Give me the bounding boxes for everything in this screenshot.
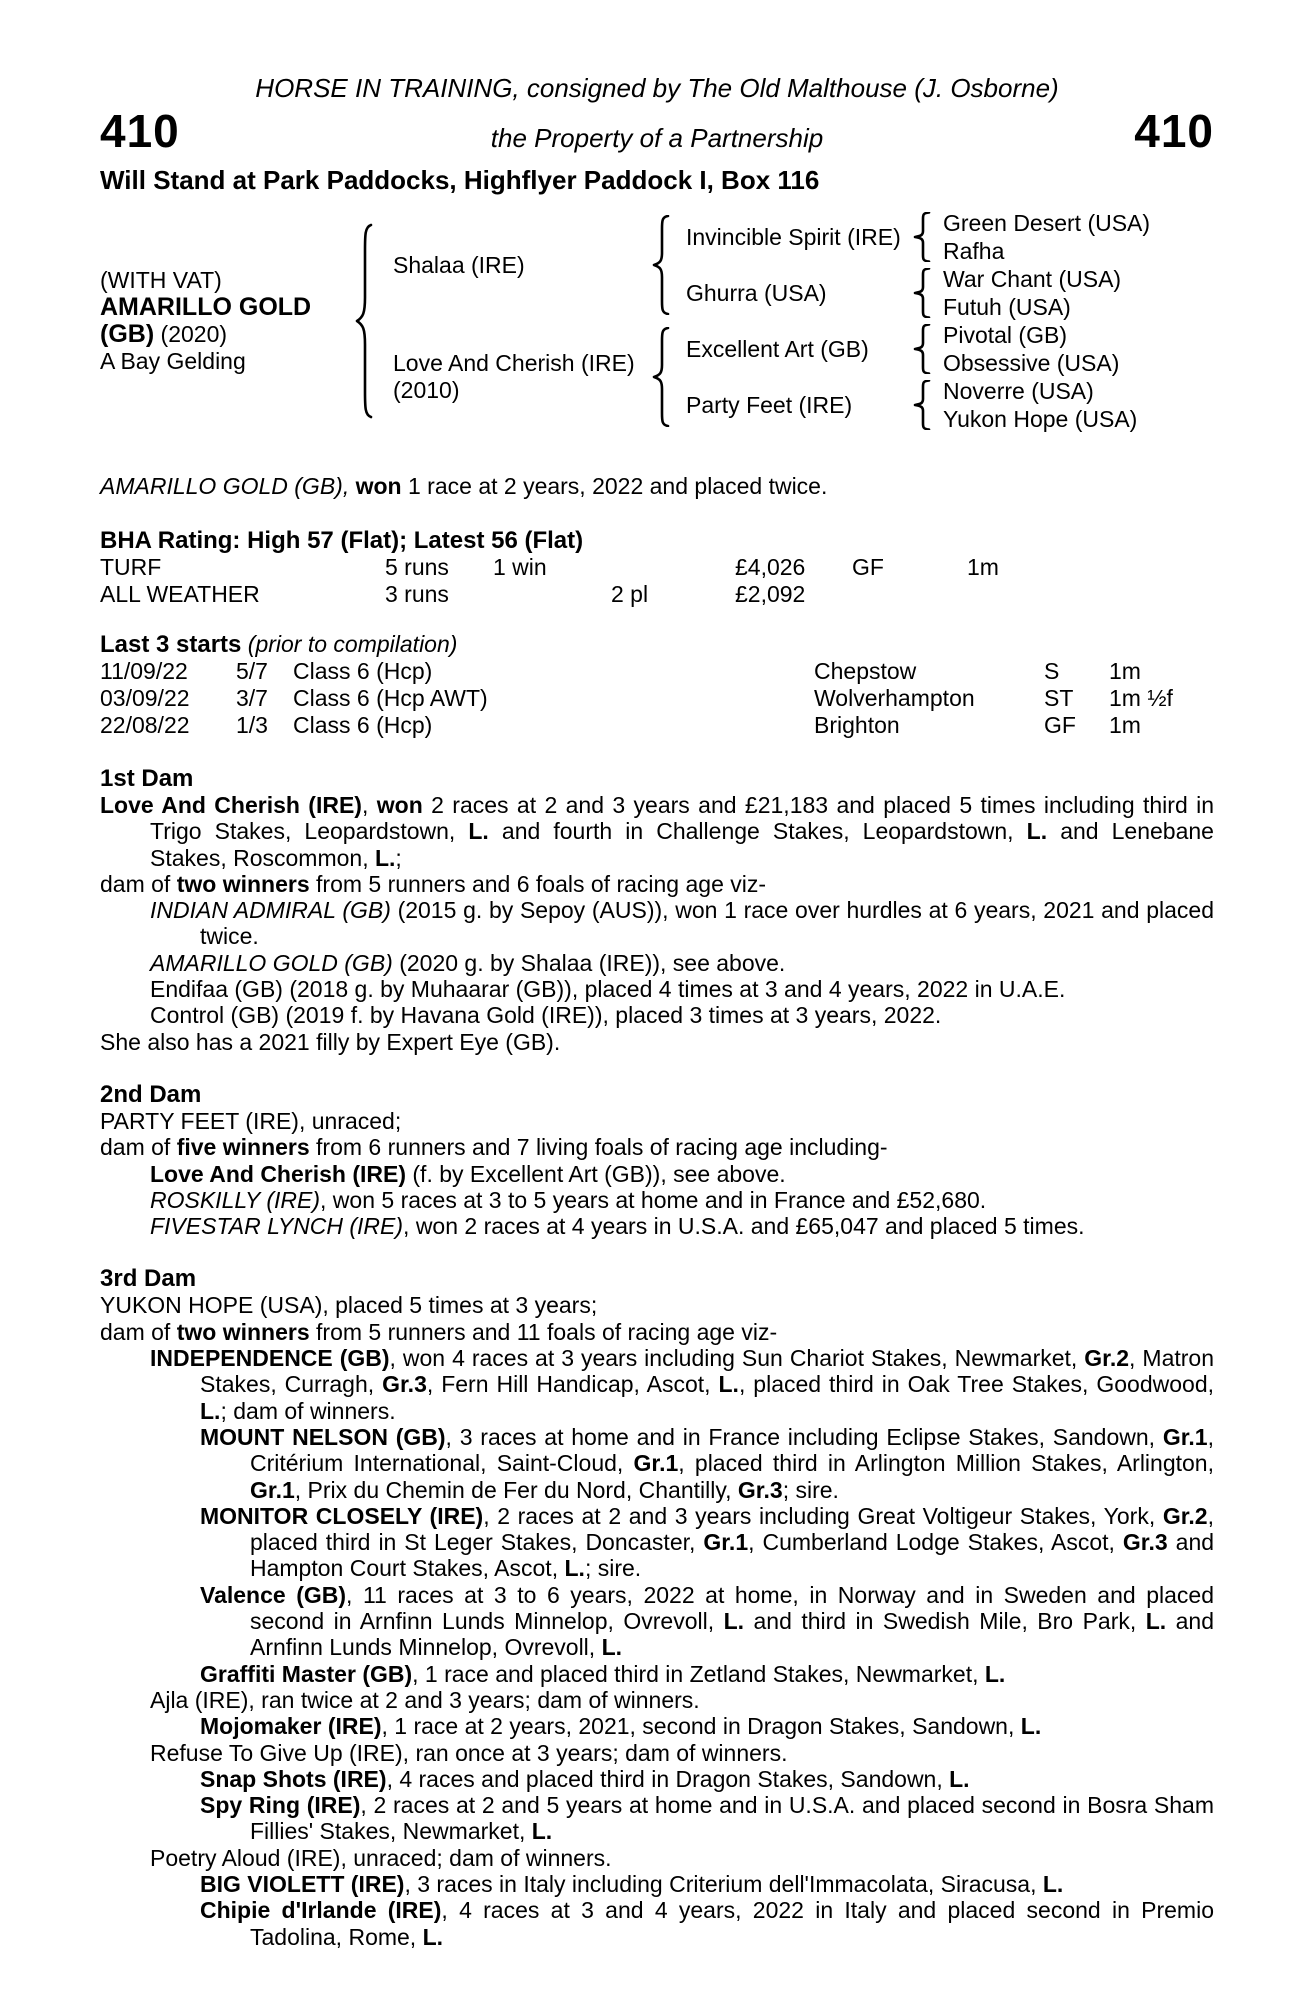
text-run: , Critérium International, Saint-Cloud,: [250, 1423, 1214, 1477]
start-date: 11/09/22: [100, 658, 188, 684]
text-run: (f. by Excellent Art (GB)), see above.: [406, 1160, 786, 1187]
stat-places: [611, 554, 735, 581]
last-starts-note: (prior to compilation): [247, 631, 458, 657]
text-run: , placed third in Oak Tree Stakes, Goodwood,: [738, 1371, 1215, 1398]
catalogue-paragraph: [100, 792, 1214, 871]
text-run: Valence (GB): [200, 1581, 347, 1608]
stand-location-line: Will Stand at Park Paddocks, Highflyer Paddock I, Box 116: [100, 165, 820, 195]
text-run: 1 race at 2 years, 2022 and placed twice.: [401, 473, 828, 499]
catalogue-paragraph: [100, 1845, 1214, 1871]
catalogue-paragraph: [100, 871, 1214, 897]
catalogue-paragraph: [100, 1029, 1214, 1055]
first-dam-section: [100, 765, 1214, 1055]
text-run: L.: [531, 1818, 553, 1845]
brace-icon: [354, 223, 374, 419]
gen4-name: Rafha: [943, 237, 1005, 264]
stat-places: 2 pl: [611, 581, 649, 607]
catalogue-paragraph: [100, 1740, 1214, 1766]
start-race: Class 6 (Hcp): [293, 712, 433, 738]
catalogue-paragraph: [100, 897, 1214, 950]
text-run: She also has a 2021 filly by Expert Eye (GB).: [100, 1028, 561, 1055]
dam-heading: 3rd Dam: [100, 1265, 197, 1293]
race-summary: [100, 473, 1214, 500]
text-run: FIVESTAR LYNCH (IRE): [150, 1213, 404, 1240]
subject-name: AMARILLO GOLD: [100, 293, 312, 321]
text-run: ; sire.: [782, 1476, 839, 1503]
stat-going: [852, 581, 967, 608]
stat-surface: ALL WEATHER: [100, 581, 260, 607]
catalogue-paragraph: [100, 1187, 1214, 1213]
dam-cell: [393, 321, 650, 433]
text-run: L.: [422, 1923, 444, 1950]
start-going: ST: [1044, 685, 1074, 711]
start-position: 3/7: [236, 685, 268, 711]
text-run: ,: [361, 792, 377, 818]
last-starts-title: [100, 631, 1214, 658]
stat-wins: 1 win: [493, 554, 547, 580]
start-going: S: [1044, 658, 1060, 684]
text-run: , Cumberland Lodge Stakes, Ascot,: [748, 1529, 1123, 1556]
last-starts-section: [100, 631, 1214, 739]
text-run: and third in Swedish Mile, Bro Park,: [744, 1608, 1146, 1635]
text-run: , 4 races and placed third in Dragon Stakes, Sandown,: [386, 1765, 950, 1792]
text-run: and Hampton Court Stakes, Ascot,: [250, 1529, 1215, 1582]
text-run: (2020 g. by Shalaa (IRE)), see above.: [392, 949, 786, 976]
catalogue-paragraph: [100, 950, 1214, 976]
stat-going: GF: [852, 554, 884, 580]
subject-description: A Bay Gelding: [100, 348, 246, 374]
text-run: , Fern Hill Handicap, Ascot,: [426, 1371, 719, 1398]
brace-icon: [912, 268, 932, 318]
dam-heading: 1st Dam: [100, 765, 194, 792]
catalogue-paragraph: [100, 1134, 1214, 1160]
stat-surface: TURF: [100, 554, 162, 580]
text-run: from 5 runners and 11 foals of racing age viz-: [309, 1318, 778, 1345]
text-run: , 4 races at 3 and 4 years, 2022 in Italy and placed second in Premio Tadolina, Rome,: [250, 1897, 1214, 1950]
text-run: and Arnfinn Lunds Minnelop, Ovrevoll,: [250, 1608, 1215, 1661]
gen4-name: Futuh (USA): [943, 293, 1071, 320]
stat-runs: 5 runs: [385, 554, 449, 580]
text-run: YUKON HOPE (USA), placed 5 times at 3 years;: [100, 1292, 598, 1319]
pedigree-subject: [100, 209, 353, 433]
text-run: Gr.1: [250, 1476, 295, 1503]
text-run: from 5 runners and 6 foals of racing age viz-: [309, 870, 767, 897]
text-run: AMARILLO GOLD (GB),: [100, 473, 356, 499]
start-date: 03/09/22: [100, 685, 190, 711]
catalogue-paragraph: [100, 1792, 1214, 1845]
gen4-name: War Chant (USA): [943, 265, 1122, 292]
brace-gen3: [911, 209, 933, 433]
text-run: Chipie d'Irlande (IRE): [200, 1897, 442, 1924]
gen4-name: Noverre (USA): [943, 377, 1094, 404]
text-run: L.: [718, 1371, 739, 1398]
text-run: ROSKILLY (IRE): [150, 1186, 321, 1213]
text-run: L.: [949, 1765, 970, 1792]
text-run: Gr.3: [1122, 1529, 1168, 1556]
text-run: INDEPENDENCE (GB): [150, 1345, 390, 1372]
catalogue-paragraph: [100, 1319, 1214, 1345]
gen3-name: Invincible Spirit (IRE): [686, 223, 901, 250]
dam-year: (2010): [393, 377, 460, 403]
start-going: GF: [1044, 712, 1076, 738]
second-dam-section: [100, 1081, 1214, 1239]
text-run: Snap Shots (IRE): [200, 1765, 387, 1792]
catalogue-paragraph: [100, 1213, 1214, 1239]
gen4-name: Yukon Hope (USA): [943, 405, 1138, 432]
text-run: L.: [1145, 1608, 1167, 1635]
text-run: L.: [564, 1555, 585, 1582]
start-race: Class 6 (Hcp AWT): [293, 685, 488, 711]
text-run: , 3 races at home and in France including Eclipse Stakes, Sandown,: [445, 1423, 1163, 1450]
catalogue-paragraph: [100, 1108, 1214, 1134]
catalogue-paragraph: [100, 1161, 1214, 1187]
start-distance: 1m: [1109, 712, 1141, 738]
pedigree-gen2: [393, 209, 650, 433]
text-run: Mojomaker (IRE): [200, 1713, 382, 1740]
text-run: AMARILLO GOLD (GB): [150, 949, 393, 976]
catalogue-paragraph: [100, 1766, 1214, 1792]
text-run: and Lenebane Stakes, Roscommon,: [150, 818, 1214, 871]
lot-row: [100, 105, 1214, 157]
text-run: Gr.2: [1162, 1502, 1208, 1529]
text-run: L.: [1026, 818, 1048, 845]
subject-suffix-year: [100, 321, 353, 348]
text-run: L.: [984, 1660, 1006, 1687]
text-run: Graffiti Master (GB): [200, 1660, 413, 1687]
text-run: , Prix du Chemin de Fer du Nord, Chantilly,: [294, 1476, 738, 1503]
stat-earnings: £2,092: [735, 581, 806, 607]
stat-wins: [493, 581, 611, 608]
text-run: Gr.1: [633, 1450, 679, 1477]
start-race: Class 6 (Hcp): [293, 658, 433, 684]
text-run: MOUNT NELSON (GB): [200, 1423, 446, 1450]
subject-year: (2020): [160, 321, 228, 347]
text-run: Gr.1: [703, 1529, 749, 1556]
text-run: dam of: [100, 1318, 177, 1345]
vat-note: (WITH VAT): [100, 267, 222, 293]
text-run: , won 4 races at 3 years including Sun Chariot Stakes, Newmarket,: [389, 1345, 1085, 1372]
dam-paragraphs: [100, 1108, 1214, 1239]
text-run: won: [376, 792, 423, 818]
start-row: [100, 712, 1214, 739]
stats-row-turf: [100, 554, 1214, 581]
start-position: 1/3: [236, 712, 268, 738]
text-run: Gr.3: [737, 1476, 783, 1503]
text-run: Refuse To Give Up (IRE), ran once at 3 years; dam of winners.: [150, 1739, 788, 1766]
gen4-name: Pivotal (GB): [943, 321, 1067, 348]
brace-gen2: [650, 209, 672, 433]
text-run: , 1 race and placed third in Zetland Stakes, Newmarket,: [412, 1660, 985, 1687]
dam-heading: 2nd Dam: [100, 1080, 202, 1108]
text-run: L.: [601, 1634, 623, 1661]
sire-name: Shalaa (IRE): [393, 251, 525, 278]
catalogue-paragraph: [100, 1503, 1214, 1582]
catalogue-paragraph: [100, 1687, 1214, 1713]
brace-icon: [651, 215, 671, 315]
text-run: , 2 races at 2 and 5 years at home and in U.S.A. and placed second in Bosra Sham Fillies' Stakes, Newmarket,: [250, 1792, 1214, 1845]
catalogue-paragraph: [100, 1582, 1214, 1661]
catalogue-paragraph: [100, 1871, 1214, 1897]
text-run: Love And Cherish (IRE): [150, 1160, 406, 1187]
text-run: dam of: [100, 870, 177, 897]
text-run: Gr.3: [382, 1371, 427, 1398]
brace-icon: [912, 380, 932, 430]
catalogue-paragraph: [100, 1897, 1214, 1950]
text-run: Endifaa (GB) (2018 g. by Muhaarar (GB)), placed 4 times at 3 and 4 years, 2022 in U.A.E.: [150, 976, 1066, 1003]
bha-rating: BHA Rating: High 57 (Flat); Latest 56 (Flat): [100, 527, 584, 554]
text-run: L.: [723, 1608, 745, 1635]
text-run: Gr.1: [1162, 1423, 1208, 1450]
catalogue-paragraph: [100, 1713, 1214, 1739]
pedigree-tree: [100, 209, 1214, 433]
consignment-line: HORSE IN TRAINING, consigned by The Old Malthouse (J. Osborne): [255, 73, 1059, 103]
text-run: dam of: [100, 1134, 177, 1161]
text-run: L.: [1020, 1713, 1042, 1740]
dam-name: Love And Cherish (IRE): [393, 350, 635, 376]
property-line: the Property of a Partnership: [490, 123, 824, 153]
dam-paragraphs: [100, 1292, 1214, 1949]
lot-number-right: 410: [1134, 105, 1214, 157]
gen3-name: Ghurra (USA): [686, 279, 827, 306]
text-run: Love And Cherish (IRE): [100, 792, 362, 818]
text-run: (2015 g. by Sepoy (AUS)), won 1 race over hurdles at 6 years, 2021 and placed twice.: [200, 897, 1214, 950]
brace-icon: [651, 327, 671, 427]
brace-icon: [912, 212, 932, 262]
start-date: 22/08/22: [100, 712, 190, 738]
text-run: L.: [374, 844, 396, 871]
third-dam-section: [100, 1265, 1214, 1949]
text-run: ;: [395, 844, 402, 871]
brace-gen1: [353, 209, 375, 433]
start-row: [100, 658, 1214, 685]
last-starts-label: Last 3 starts: [100, 631, 242, 658]
brace-icon: [912, 324, 932, 374]
text-run: , 1 race at 2 years, 2021, second in Dragon Stakes, Sandown,: [381, 1713, 1021, 1740]
text-run: L.: [1042, 1870, 1064, 1897]
text-run: BIG VIOLETT (IRE): [200, 1870, 405, 1897]
text-run: Poetry Aloud (IRE), unraced; dam of winners.: [150, 1844, 612, 1871]
text-run: , won 2 races at 4 years in U.S.A. and £65,047 and placed 5 times.: [403, 1213, 1085, 1240]
text-run: , won 5 races at 3 to 5 years at home and in France and £52,680.: [320, 1186, 987, 1213]
gen3-name: Excellent Art (GB): [686, 335, 869, 362]
pedigree-gen4: [943, 209, 1214, 433]
text-run: , 2 races at 2 and 3 years including Great Voltigeur Stakes, York,: [483, 1502, 1163, 1529]
start-course: Wolverhampton: [814, 685, 975, 711]
text-run: , placed third in St Leger Stakes, Doncaster,: [250, 1502, 1214, 1556]
text-run: five winners: [176, 1134, 310, 1161]
text-run: Spy Ring (IRE): [200, 1792, 361, 1819]
text-run: MONITOR CLOSELY (IRE): [200, 1502, 484, 1529]
gen4-name: Green Desert (USA): [943, 209, 1151, 236]
catalogue-paragraph: [100, 1661, 1214, 1687]
stats-row-all-weather: [100, 581, 1214, 608]
text-run: ; sire.: [584, 1555, 642, 1582]
text-run: , Matron Stakes, Curragh,: [200, 1345, 1214, 1398]
stat-earnings: £4,026: [735, 554, 806, 580]
start-position: 5/7: [236, 658, 268, 684]
text-run: L.: [200, 1397, 221, 1424]
catalogue-paragraph: [100, 1345, 1214, 1424]
catalogue-paragraph: [100, 1292, 1214, 1318]
catalogue-paragraph: [100, 976, 1214, 1002]
text-run: INDIAN ADMIRAL (GB): [150, 897, 391, 924]
text-run: 2 races at 2 and 3 years and £21,183 and placed 5 times including third in Trigo Stakes, Leopardstown,: [150, 792, 1215, 845]
text-run: Gr.2: [1084, 1345, 1130, 1372]
text-run: L.: [468, 818, 489, 845]
text-run: two winners: [176, 870, 310, 897]
text-run: two winners: [176, 1318, 310, 1345]
catalogue-paragraph: [100, 1002, 1214, 1028]
text-run: , 11 races at 3 to 6 years, 2022 at home, in Norway and in Sweden and placed second in Arnfinn Lunds Minnelop, Ovrevoll,: [250, 1581, 1214, 1635]
text-run: from 6 runners and 7 living foals of racing age including-: [309, 1134, 888, 1161]
text-run: Ajla (IRE), ran twice at 2 and 3 years; dam of winners.: [150, 1686, 700, 1713]
text-run: Control (GB) (2019 f. by Havana Gold (IRE)), placed 3 times at 3 years, 2022.: [150, 1002, 942, 1029]
start-course: Brighton: [814, 712, 900, 738]
start-distance: 1m: [1109, 658, 1141, 684]
start-row: [100, 685, 1214, 712]
subject-suffix: (GB): [100, 320, 155, 348]
stat-distance: [967, 581, 1214, 608]
start-course: Chepstow: [814, 658, 917, 684]
text-run: won: [355, 473, 402, 499]
gen3-name: Party Feet (IRE): [686, 391, 853, 418]
text-run: ; dam of winners.: [220, 1397, 396, 1424]
text-run: PARTY FEET (IRE), unraced;: [100, 1107, 402, 1134]
text-run: , 3 races in Italy including Criterium dell'Immacolata, Siracusa,: [404, 1870, 1043, 1897]
lot-number-left: 410: [100, 105, 180, 157]
pedigree-gen3: [686, 209, 911, 433]
stat-runs: 3 runs: [385, 581, 449, 607]
gen4-name: Obsessive (USA): [943, 349, 1120, 376]
stat-distance: 1m: [967, 554, 999, 580]
text-run: , placed third in Arlington Million Stakes, Arlington,: [678, 1450, 1214, 1477]
dam-paragraphs: [100, 792, 1214, 1055]
sire-cell: [393, 209, 650, 321]
start-distance: 1m ½f: [1109, 685, 1173, 711]
text-run: and fourth in Challenge Stakes, Leopardstown,: [488, 818, 1027, 845]
catalogue-paragraph: [100, 1424, 1214, 1503]
